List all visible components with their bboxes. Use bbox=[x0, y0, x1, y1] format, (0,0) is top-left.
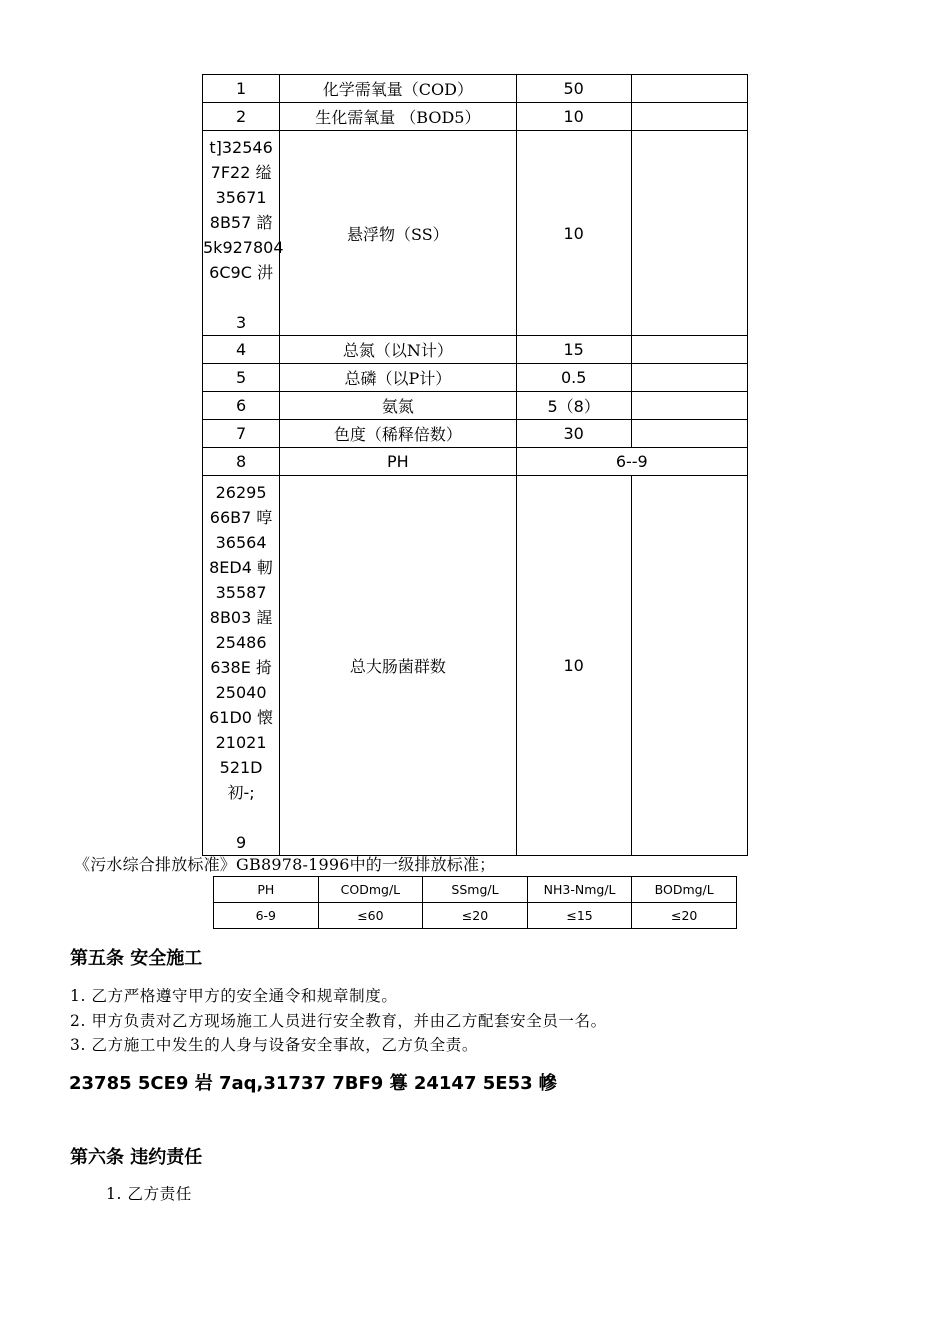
item-value: 10 bbox=[516, 103, 631, 131]
table-header-row bbox=[214, 877, 737, 903]
discharge-standard-table bbox=[213, 876, 737, 929]
garbled-text: 25486 bbox=[215, 633, 267, 652]
row-number: 6 bbox=[203, 392, 280, 420]
value-cell: 6-9 bbox=[214, 903, 319, 929]
header-cell: CODmg/L bbox=[318, 877, 423, 903]
item-name: 总磷（以P计） bbox=[280, 364, 516, 392]
garbled-text: 8ED4 軔 bbox=[209, 558, 274, 577]
list-item: 1. 乙方责任 bbox=[106, 1185, 192, 1203]
table-row bbox=[203, 103, 748, 131]
row-number: 4 bbox=[203, 336, 280, 364]
item-name: 总氮（以N计） bbox=[280, 336, 516, 364]
garbled-text: 638E 掎 bbox=[210, 658, 272, 677]
garbled-text: 8B03 謃 bbox=[209, 608, 273, 627]
item-value: 0.5 bbox=[516, 364, 631, 392]
garbled-text: 521D bbox=[219, 758, 263, 777]
list-item: 2. 甲方负责对乙方现场施工人员进行安全教育，并由乙方配套安全员一名。 bbox=[70, 1012, 607, 1030]
garbled-text-line: 23785 5CE9 岩 7aq,31737 7BF9 篹 24147 5E53 幓 bbox=[69, 1073, 557, 1094]
garbled-text: 6C9C 汫 bbox=[209, 263, 273, 282]
item-note bbox=[631, 364, 747, 392]
garbled-text: 7F22 缢 bbox=[210, 163, 272, 182]
list-item: 1. 乙方严格遵守甲方的安全通令和规章制度。 bbox=[70, 987, 398, 1005]
table-row bbox=[203, 336, 748, 364]
item-value: 5（8） bbox=[516, 392, 631, 420]
row-number: 7 bbox=[203, 420, 280, 448]
header-cell: SSmg/L bbox=[423, 877, 528, 903]
item-note bbox=[631, 103, 747, 131]
item-value: 15 bbox=[516, 336, 631, 364]
standard-caption: 《污水综合排放标准》GB8978-1996中的一级排放标准； bbox=[74, 855, 496, 874]
table-row bbox=[203, 476, 748, 856]
item-value: 10 bbox=[516, 476, 631, 856]
garbled-text: 21021 bbox=[215, 733, 267, 752]
row-number: 2 bbox=[203, 103, 280, 131]
header-cell: BODmg/L bbox=[632, 877, 737, 903]
table-row bbox=[203, 75, 748, 103]
garbled-text: 26295 bbox=[215, 483, 267, 502]
garbled-text: 61D0 懐 bbox=[209, 708, 274, 727]
garbled-text: 36564 bbox=[215, 533, 267, 552]
item-value: 6--9 bbox=[516, 448, 747, 476]
value-cell: ≤20 bbox=[632, 903, 737, 929]
table-row bbox=[203, 392, 748, 420]
garbled-text: 初-; bbox=[227, 783, 255, 802]
section-heading: 第六条 违约责任 bbox=[70, 1147, 203, 1168]
value-cell: ≤60 bbox=[318, 903, 423, 929]
row-number: 8 bbox=[203, 448, 280, 476]
item-note bbox=[631, 131, 747, 336]
table-row bbox=[203, 131, 748, 336]
item-name: 悬浮物（SS） bbox=[280, 131, 516, 336]
item-name bbox=[280, 103, 516, 131]
item-value: 10 bbox=[516, 131, 631, 336]
pollutant-limits-table bbox=[202, 74, 748, 856]
section-heading: 第五条 安全施工 bbox=[70, 948, 203, 969]
row-number: 1 bbox=[203, 75, 280, 103]
row-number: 5 bbox=[203, 364, 280, 392]
item-name: 色度（稀释倍数） bbox=[280, 420, 516, 448]
value-cell: ≤20 bbox=[423, 903, 528, 929]
row-number-cell bbox=[203, 131, 284, 336]
garbled-text: 66B7 啍 bbox=[209, 508, 273, 527]
item-note bbox=[631, 75, 747, 103]
row-number: 9 bbox=[235, 833, 247, 852]
garbled-text: 5k927804 bbox=[203, 238, 284, 257]
item-name: 化学需氧量（COD） bbox=[280, 75, 516, 103]
row-number-cell bbox=[203, 476, 280, 856]
list-item: 3. 乙方施工中发生的人身与设备安全事故，乙方负全责。 bbox=[70, 1036, 478, 1054]
item-name: 总大肠菌群数 bbox=[280, 476, 516, 856]
item-name-text: 生化需氧量 （BOD5） bbox=[315, 108, 481, 127]
garbled-text: 35671 bbox=[215, 188, 267, 207]
item-note bbox=[631, 420, 747, 448]
item-note bbox=[631, 392, 747, 420]
item-name: 氨氮 bbox=[280, 392, 516, 420]
table-row bbox=[203, 364, 748, 392]
value-cell: ≤15 bbox=[527, 903, 632, 929]
table-row bbox=[203, 420, 748, 448]
item-value: 30 bbox=[516, 420, 631, 448]
item-note bbox=[631, 336, 747, 364]
table-row bbox=[214, 903, 737, 929]
item-note bbox=[631, 476, 747, 856]
header-cell: NH3-Nmg/L bbox=[527, 877, 632, 903]
garbled-text: 35587 bbox=[215, 583, 267, 602]
garbled-text: t]32546 bbox=[209, 138, 273, 157]
header-cell: PH bbox=[214, 877, 319, 903]
table-row bbox=[203, 448, 748, 476]
item-value: 50 bbox=[516, 75, 631, 103]
garbled-text: 25040 bbox=[215, 683, 267, 702]
row-number: 3 bbox=[235, 313, 247, 332]
garbled-text: 8B57 諮 bbox=[209, 213, 273, 232]
item-name: PH bbox=[280, 448, 516, 476]
